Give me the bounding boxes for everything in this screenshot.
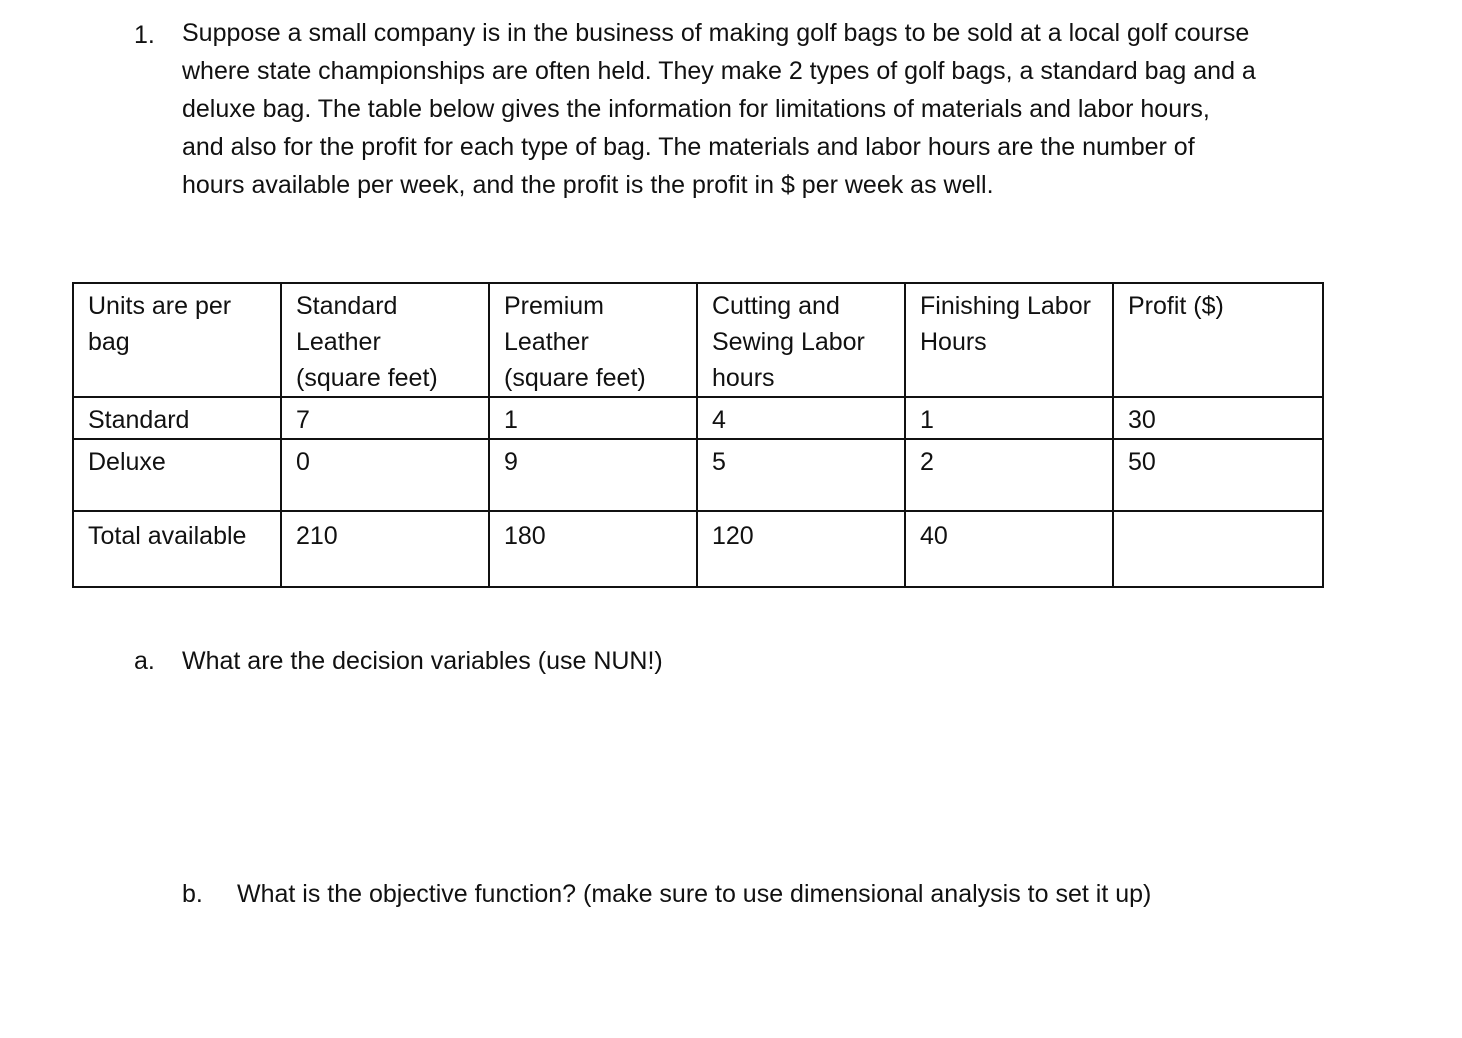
table-cell: 210 xyxy=(281,511,489,587)
header-cell-units xyxy=(73,283,281,397)
header-cell-standard-leather xyxy=(281,283,489,397)
table-cell: 180 xyxy=(489,511,697,587)
table-header-row xyxy=(73,283,1323,397)
header-line: (square feet) xyxy=(296,364,438,392)
table-cell: Standard xyxy=(73,397,281,439)
header-line: bag xyxy=(88,328,130,356)
table-cell: 30 xyxy=(1113,397,1323,439)
header-cell-cutting-sewing xyxy=(697,283,905,397)
header-cell-profit xyxy=(1113,283,1323,397)
header-line: Units are per xyxy=(88,292,232,320)
materials-labor-table xyxy=(72,282,1324,588)
header-line: Cutting and xyxy=(712,292,840,320)
subquestion-b-letter: b. xyxy=(182,880,203,908)
question-number: 1. xyxy=(134,21,155,49)
header-line: hours xyxy=(712,364,775,392)
table-row-deluxe xyxy=(73,439,1323,511)
header-line: Leather xyxy=(296,328,381,356)
question-line: deluxe bag. The table below gives the information for limitations of materials and labor hours, xyxy=(182,95,1210,123)
header-line: Standard xyxy=(296,292,398,320)
table-cell xyxy=(1113,511,1323,587)
table-cell: Total available xyxy=(73,511,281,587)
table-cell: 50 xyxy=(1113,439,1323,511)
table-row-total-available xyxy=(73,511,1323,587)
header-line: Finishing Labor xyxy=(920,292,1091,320)
header-line: (square feet) xyxy=(504,364,646,392)
question-line: Suppose a small company is in the business of making golf bags to be sold at a local golf course xyxy=(182,19,1250,47)
question-text xyxy=(182,14,1347,204)
table-row-standard xyxy=(73,397,1323,439)
subquestion-a-letter: a. xyxy=(134,647,155,675)
question-line: hours available per week, and the profit is the profit in $ per week as well. xyxy=(182,171,994,199)
table-cell: 0 xyxy=(281,439,489,511)
table-cell: Deluxe xyxy=(73,439,281,511)
table-cell: 120 xyxy=(697,511,905,587)
table-cell: 2 xyxy=(905,439,1113,511)
subquestion-a-text: What are the decision variables (use NUN!) xyxy=(182,647,663,675)
header-line: Leather xyxy=(504,328,589,356)
table-cell: 1 xyxy=(489,397,697,439)
question-line: and also for the profit for each type of bag. The materials and labor hours are the number of xyxy=(182,133,1195,161)
table-cell: 7 xyxy=(281,397,489,439)
table-cell: 1 xyxy=(905,397,1113,439)
header-line: Sewing Labor xyxy=(712,328,865,356)
header-cell-premium-leather xyxy=(489,283,697,397)
header-cell-finishing-labor xyxy=(905,283,1113,397)
subquestion-b-text: What is the objective function? (make sure to use dimensional analysis to set it up) xyxy=(237,880,1152,908)
table-cell: 5 xyxy=(697,439,905,511)
header-line: Profit ($) xyxy=(1128,292,1224,320)
header-line: Hours xyxy=(920,328,987,356)
table-cell: 9 xyxy=(489,439,697,511)
question-line: where state championships are often held. They make 2 types of golf bags, a standard bag and a xyxy=(182,57,1256,85)
table-cell: 40 xyxy=(905,511,1113,587)
header-line: Premium xyxy=(504,292,605,320)
table-cell: 4 xyxy=(697,397,905,439)
